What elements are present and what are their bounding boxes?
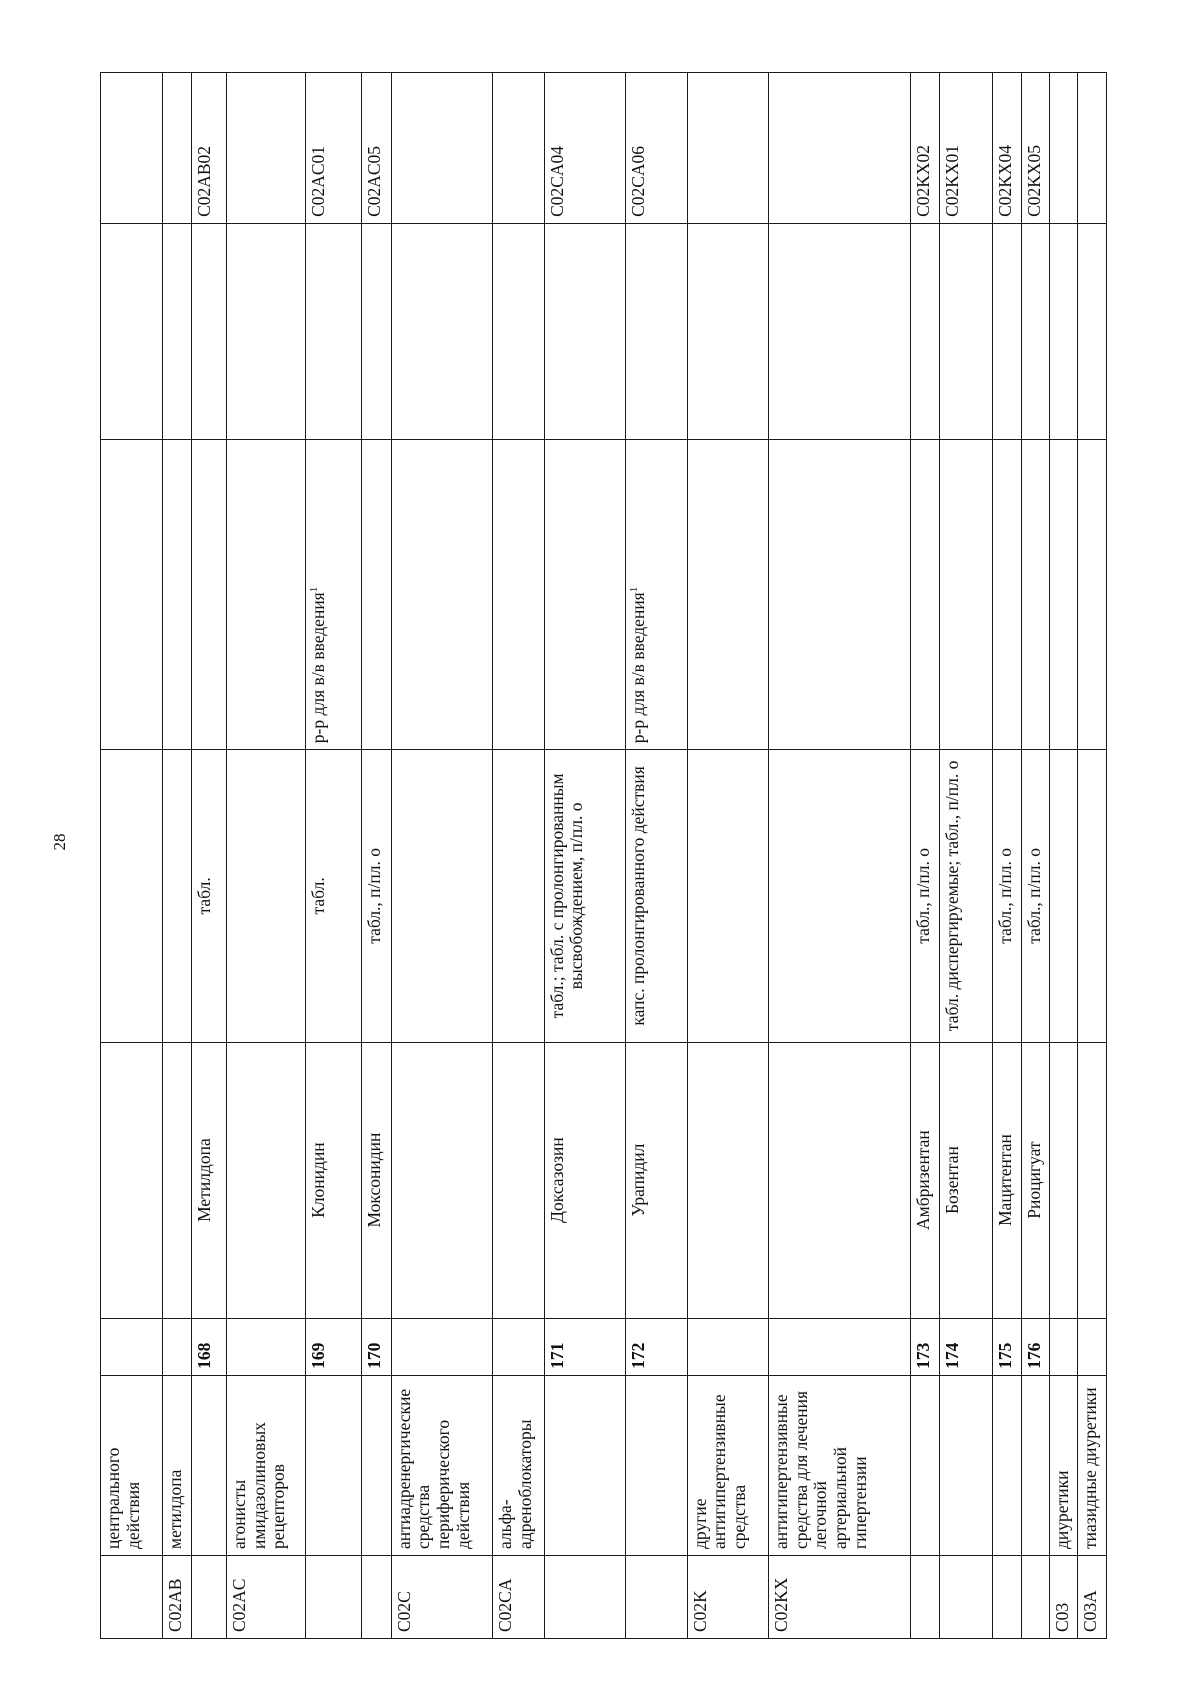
atc-code [625, 73, 687, 224]
group-name-text: диуретики [1052, 1470, 1073, 1549]
drug-name [769, 1042, 911, 1318]
atc-code-text: C02CA04 [546, 145, 567, 217]
drug-name [544, 1042, 625, 1318]
injection-form [306, 440, 362, 750]
dosage-form [101, 750, 163, 1042]
atc-code [391, 73, 493, 224]
note-cell [911, 223, 939, 439]
atc-group-code [911, 1555, 939, 1638]
atc-code [769, 73, 911, 224]
dosage-form [391, 750, 493, 1042]
drug-name [493, 1042, 544, 1318]
group-name-text: антиадренергические средства периферического действия [393, 1388, 473, 1549]
dosage-form [361, 750, 391, 1042]
item-number-text: 171 [546, 1342, 567, 1369]
group-name-text: альфа-адреноблокаторы [495, 1419, 535, 1549]
item-number-text: 170 [363, 1342, 384, 1369]
injection-form [1078, 440, 1107, 750]
injection-form [687, 440, 768, 750]
drug-name [163, 1042, 192, 1318]
injection-form [1021, 440, 1049, 750]
item-number [625, 1318, 687, 1375]
drug-name-text: Метилдопа [193, 1138, 214, 1222]
atc-group-code [1021, 1555, 1049, 1638]
rotated-page-content [100, 72, 1107, 1639]
item-number [993, 1318, 1021, 1375]
injection-form [101, 440, 163, 750]
note-cell [687, 223, 768, 439]
group-name [769, 1375, 911, 1555]
drug-name [227, 1042, 306, 1318]
atc-group-code [306, 1555, 362, 1638]
item-number-text: 172 [627, 1342, 648, 1369]
dosage-form-text: табл., п/пл. о [363, 848, 384, 944]
atc-code-text: C02AC05 [363, 145, 384, 217]
group-name [493, 1375, 544, 1555]
dosage-form-text: табл., п/пл. о [1023, 848, 1044, 944]
dosage-form [191, 750, 226, 1042]
drug-name [101, 1042, 163, 1318]
dosage-form [939, 750, 992, 1042]
item-number [1021, 1318, 1049, 1375]
note-cell [625, 223, 687, 439]
dosage-form [1021, 750, 1049, 1042]
drug-name [1021, 1042, 1049, 1318]
atc-group-code-text: C03A [1080, 1590, 1101, 1632]
atc-group-code-text: C03 [1052, 1602, 1073, 1632]
atc-code-text: C02KX02 [913, 144, 934, 217]
group-name [1050, 1375, 1078, 1555]
item-number [544, 1318, 625, 1375]
note-cell [1021, 223, 1049, 439]
item-number [391, 1318, 493, 1375]
atc-group-code-text: C02KX [771, 1577, 792, 1632]
dosage-form [769, 750, 911, 1042]
drug-name-text: Бозентан [941, 1146, 962, 1214]
note-cell [101, 223, 163, 439]
atc-code [687, 73, 768, 224]
item-number [306, 1318, 362, 1375]
item-number [939, 1318, 992, 1375]
table-row [1050, 73, 1078, 1639]
dosage-form [493, 750, 544, 1042]
table-row [1021, 73, 1049, 1639]
group-name [361, 1375, 391, 1555]
drug-name [361, 1042, 391, 1318]
atc-code [993, 73, 1021, 224]
drug-name [993, 1042, 1021, 1318]
atc-code [1050, 73, 1078, 224]
drug-name-text: Урапидил [627, 1143, 648, 1217]
drug-name [1078, 1042, 1107, 1318]
atc-code [163, 73, 192, 224]
injection-form [493, 440, 544, 750]
note-cell [939, 223, 992, 439]
group-name [911, 1375, 939, 1555]
atc-group-code [391, 1555, 493, 1638]
atc-group-code-text: C02AC [229, 1578, 250, 1632]
group-name-text: тиазидные диуретики [1080, 1387, 1101, 1549]
item-number-text: 173 [913, 1342, 934, 1369]
table-row [939, 73, 992, 1639]
group-name [625, 1375, 687, 1555]
group-name [163, 1375, 192, 1555]
injection-form [361, 440, 391, 750]
drug-name-text: Доксазозин [546, 1137, 567, 1223]
injection-form [769, 440, 911, 750]
dosage-form [163, 750, 192, 1042]
atc-group-code [939, 1555, 992, 1638]
group-name-text: центрального действия [103, 1447, 143, 1549]
atc-code-text: C02AC01 [308, 145, 329, 217]
atc-code [1021, 73, 1049, 224]
drug-name [391, 1042, 493, 1318]
group-name [687, 1375, 768, 1555]
item-number-text: 169 [308, 1342, 329, 1369]
drug-name [911, 1042, 939, 1318]
group-name [391, 1375, 493, 1555]
drug-name [687, 1042, 768, 1318]
item-number [227, 1318, 306, 1375]
atc-code-text: C02CA06 [627, 145, 648, 217]
note-cell [227, 223, 306, 439]
drug-name [1050, 1042, 1078, 1318]
table-row [361, 73, 391, 1639]
injection-form-text: р-р для в/в введения [308, 592, 329, 744]
dosage-form-text: табл. [193, 877, 214, 915]
note-cell [769, 223, 911, 439]
atc-group-code [993, 1555, 1021, 1638]
injection-form [625, 440, 687, 750]
note-cell [493, 223, 544, 439]
item-number-text: 168 [193, 1342, 214, 1369]
group-name [993, 1375, 1021, 1555]
table-row [1078, 73, 1107, 1639]
injection-form [191, 440, 226, 750]
atc-code [306, 73, 362, 224]
injection-form [227, 440, 306, 750]
drug-name-text: Моксонидин [363, 1132, 384, 1228]
table-row [391, 73, 493, 1639]
atc-code-text: C02KX04 [995, 144, 1016, 217]
dosage-form [544, 750, 625, 1042]
atc-group-code [1050, 1555, 1078, 1638]
note-cell [163, 223, 192, 439]
dosage-form [306, 750, 362, 1042]
injection-form [911, 440, 939, 750]
group-name [227, 1375, 306, 1555]
note-cell [544, 223, 625, 439]
item-number [191, 1318, 226, 1375]
item-number [101, 1318, 163, 1375]
atc-code [191, 73, 226, 224]
dosage-form [687, 750, 768, 1042]
table-row [191, 73, 226, 1639]
drug-name [306, 1042, 362, 1318]
note-cell [1078, 223, 1107, 439]
atc-code [1078, 73, 1107, 224]
table-row [993, 73, 1021, 1639]
group-name-text: другие антигипертензивные средства [689, 1394, 750, 1549]
injection-form [939, 440, 992, 750]
note-cell [1050, 223, 1078, 439]
atc-code [544, 73, 625, 224]
atc-code-text: C02AB02 [193, 145, 214, 217]
footnote-marker: 1 [628, 586, 641, 593]
atc-code [493, 73, 544, 224]
injection-form-text: р-р для в/в введения [627, 592, 648, 744]
drug-name [191, 1042, 226, 1318]
dosage-form-text: капс. пролонгированного действия [627, 766, 648, 1026]
item-number-text: 176 [1023, 1342, 1044, 1369]
table-row [306, 73, 362, 1639]
table-row [101, 73, 163, 1639]
footnote-marker: 1 [308, 586, 321, 593]
dosage-form-text: табл., п/пл. о [913, 848, 934, 944]
drug-name [939, 1042, 992, 1318]
dosage-form [227, 750, 306, 1042]
atc-group-code [227, 1555, 306, 1638]
page-number: 28 [50, 833, 69, 851]
dosage-form-text: табл. [308, 877, 329, 915]
atc-group-code [625, 1555, 687, 1638]
dosage-form [911, 750, 939, 1042]
item-number [687, 1318, 768, 1375]
item-number-text: 174 [941, 1342, 962, 1369]
dosage-form [1050, 750, 1078, 1042]
table-body [101, 73, 1107, 1639]
group-name-text: метилдопа [165, 1469, 185, 1549]
injection-form [391, 440, 493, 750]
atc-code [361, 73, 391, 224]
drug-name-text: Амбризентан [913, 1130, 934, 1230]
group-name-text: агонисты имидазолиновых рецепторов [229, 1422, 289, 1549]
group-name [101, 1375, 163, 1555]
atc-group-code-text: C02C [393, 1591, 414, 1632]
drug-name [625, 1042, 687, 1318]
atc-group-code [163, 1555, 192, 1638]
dosage-form [993, 750, 1021, 1042]
dosage-form [625, 750, 687, 1042]
dosage-form [1078, 750, 1107, 1042]
table-row [769, 73, 911, 1639]
atc-code [911, 73, 939, 224]
note-cell [361, 223, 391, 439]
item-number [769, 1318, 911, 1375]
table-row [911, 73, 939, 1639]
atc-group-code [101, 1555, 163, 1638]
dosage-form-text: табл., п/пл. о [995, 848, 1016, 944]
atc-code-text: C02KX01 [941, 144, 962, 217]
table-row [544, 73, 625, 1639]
table-row [227, 73, 306, 1639]
item-number [361, 1318, 391, 1375]
atc-group-code [493, 1555, 544, 1638]
item-number-text: 175 [995, 1342, 1016, 1369]
atc-group-code [361, 1555, 391, 1638]
note-cell [191, 223, 226, 439]
injection-form [544, 440, 625, 750]
injection-form [1050, 440, 1078, 750]
table-row [625, 73, 687, 1639]
drug-name-text: Риоцигуат [1023, 1141, 1044, 1219]
group-name [1078, 1375, 1107, 1555]
group-name [1021, 1375, 1049, 1555]
atc-group-code [769, 1555, 911, 1638]
table-row [687, 73, 768, 1639]
drug-list-table [100, 72, 1107, 1639]
item-number [1050, 1318, 1078, 1375]
table-row [493, 73, 544, 1639]
table-row [163, 73, 192, 1639]
drug-name-text: Клонидин [308, 1142, 329, 1218]
injection-form [993, 440, 1021, 750]
atc-group-code [687, 1555, 768, 1638]
group-name [191, 1375, 226, 1555]
note-cell [391, 223, 493, 439]
drug-name-text: Мацитентан [995, 1134, 1016, 1226]
atc-group-code [544, 1555, 625, 1638]
item-number [1078, 1318, 1107, 1375]
atc-group-code-text: C02CA [495, 1578, 516, 1632]
group-name [306, 1375, 362, 1555]
dosage-form-text: табл. диспергируемые; табл., п/пл. о [941, 760, 962, 1032]
group-name-text: антигипертензивные средства для лечения легочной артериальной гипертензии [771, 1390, 870, 1549]
group-name [544, 1375, 625, 1555]
atc-group-code-text: C02K [689, 1590, 710, 1632]
item-number [493, 1318, 544, 1375]
item-number [911, 1318, 939, 1375]
dosage-form-text: табл.; табл. с пролонгированным высвобождением, п/пл. о [546, 773, 587, 1019]
atc-code-text: C02KX05 [1023, 144, 1044, 217]
group-name [939, 1375, 992, 1555]
atc-code [101, 73, 163, 224]
atc-group-code [1078, 1555, 1107, 1638]
injection-form [163, 440, 192, 750]
note-cell [306, 223, 362, 439]
atc-group-code [191, 1555, 226, 1638]
atc-group-code-text: C02AB [165, 1578, 185, 1632]
atc-code [227, 73, 306, 224]
atc-code [939, 73, 992, 224]
note-cell [993, 223, 1021, 439]
item-number [163, 1318, 192, 1375]
